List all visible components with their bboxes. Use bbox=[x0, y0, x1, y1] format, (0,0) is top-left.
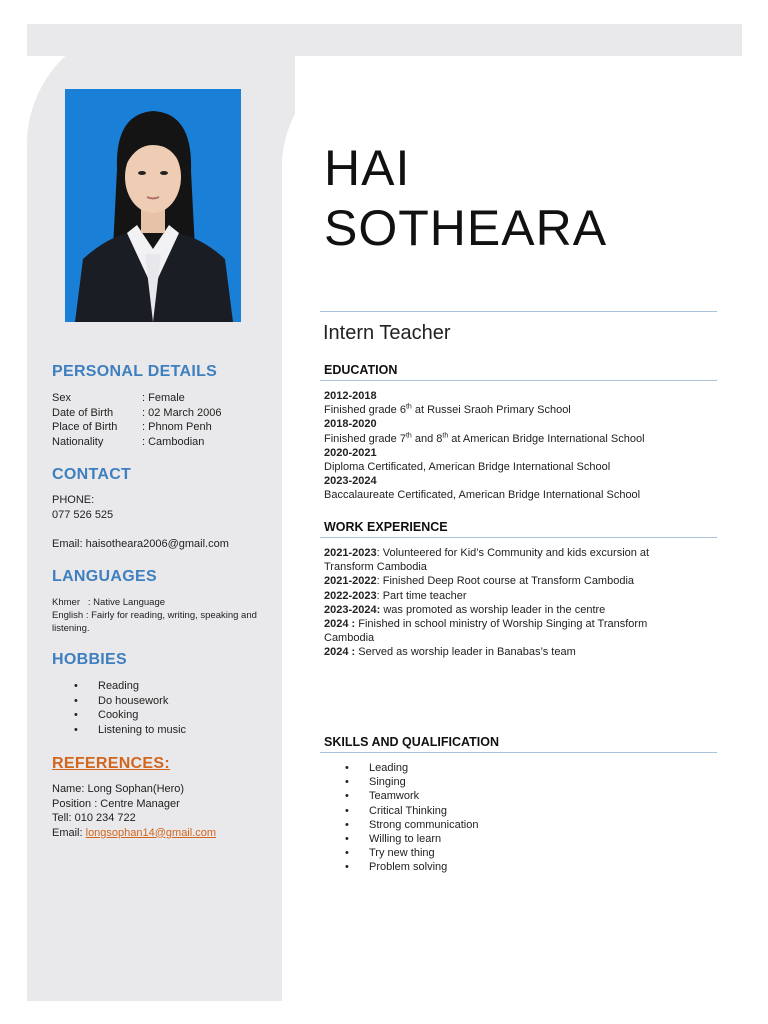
language-row bbox=[52, 596, 257, 609]
language-row bbox=[52, 609, 257, 635]
hobbies-list bbox=[74, 679, 254, 737]
education-entry bbox=[324, 474, 714, 502]
education-entry bbox=[324, 389, 714, 417]
skill-item: • Critical Thinking bbox=[345, 804, 645, 818]
work-entry bbox=[324, 645, 699, 659]
language-level: : Fairly for reading, writing, speaking and listening. bbox=[52, 610, 257, 634]
detail-key: Nationality bbox=[52, 435, 104, 448]
work-list bbox=[324, 546, 699, 660]
references-block bbox=[52, 782, 277, 840]
education-text: and 8 bbox=[411, 432, 443, 445]
work-entry bbox=[324, 546, 699, 574]
education-entry bbox=[324, 417, 714, 445]
reference-name: Name: Long Sophan(Hero) bbox=[52, 783, 185, 795]
education-text: Finished grade 7 bbox=[324, 432, 406, 445]
reference-email-row bbox=[52, 826, 277, 841]
divider bbox=[320, 537, 717, 538]
profile-photo bbox=[65, 89, 241, 322]
work-entry bbox=[324, 617, 699, 645]
reference-email-link[interactable]: longsophan14@gmail.com bbox=[85, 826, 217, 839]
divider bbox=[320, 380, 717, 381]
detail-value: : Female bbox=[142, 392, 185, 404]
education-text: Finished grade 6 bbox=[324, 404, 406, 417]
phone-number: 077 526 525 bbox=[52, 508, 114, 521]
reference-tel: Tell: 010 234 722 bbox=[52, 812, 136, 824]
hobby-item: • Cooking bbox=[74, 708, 254, 723]
personal-detail-row bbox=[52, 435, 272, 450]
education-heading: EDUCATION bbox=[324, 363, 398, 377]
superscript: th bbox=[405, 403, 412, 411]
hobby-item: • Do housework bbox=[74, 694, 254, 709]
work-experience-heading: WORK EXPERIENCE bbox=[324, 520, 448, 534]
work-years: 2024 : bbox=[324, 618, 356, 631]
education-years: 2023-2024 bbox=[324, 475, 377, 488]
name-last: SOTHEARA bbox=[324, 200, 608, 256]
skill-item: • Leading bbox=[345, 761, 645, 775]
work-years: 2022-2023 bbox=[324, 589, 377, 602]
work-text: : Volunteered for Kid’s Community and kids excursion at Transform Cambodia bbox=[324, 547, 650, 574]
education-list bbox=[324, 389, 714, 503]
hobby-item: • Listening to music bbox=[74, 723, 254, 738]
work-years: 2024 : bbox=[324, 646, 356, 659]
detail-value: : Cambodian bbox=[142, 435, 205, 448]
languages-heading: LANGUAGES bbox=[52, 568, 157, 585]
language-name: English bbox=[52, 610, 84, 621]
detail-key: Sex bbox=[52, 392, 71, 404]
work-entry bbox=[324, 574, 699, 588]
hobbies-heading: HOBBIES bbox=[52, 651, 127, 668]
skill-item: • Strong communication bbox=[345, 818, 645, 832]
education-years: 2020-2021 bbox=[324, 446, 377, 459]
education-years: 2012-2018 bbox=[324, 390, 377, 402]
personal-detail-row bbox=[52, 420, 272, 435]
work-years: 2021-2023 bbox=[324, 547, 377, 559]
contact-block bbox=[52, 493, 277, 552]
phone-label: PHONE: bbox=[52, 494, 95, 506]
skill-item: • Singing bbox=[345, 775, 645, 789]
divider bbox=[320, 311, 717, 312]
skill-item: • Try new thing bbox=[345, 846, 645, 860]
work-text: : Part time teacher bbox=[376, 589, 467, 602]
detail-key: Place of Birth bbox=[52, 421, 118, 433]
languages-list bbox=[52, 596, 257, 635]
detail-value: : Phnom Penh bbox=[142, 421, 212, 433]
work-years: 2023-2024: bbox=[324, 603, 381, 616]
references-heading: REFERENCES: bbox=[52, 755, 170, 772]
education-entry bbox=[324, 446, 714, 474]
name-first: HAI bbox=[324, 140, 411, 196]
skills-heading: SKILLS AND QUALIFICATION bbox=[324, 735, 499, 749]
reference-email-label: Email: bbox=[52, 826, 86, 839]
work-text: : Finished Deep Root course at Transform Cambodia bbox=[376, 575, 635, 588]
work-text: Finished in school ministry of Worship Singing at Transform Cambodia bbox=[324, 618, 648, 645]
superscript: th bbox=[405, 431, 412, 439]
language-name: Khmer bbox=[52, 597, 80, 608]
job-title: Intern Teacher bbox=[323, 322, 451, 344]
work-entry bbox=[324, 589, 699, 603]
education-text: at American Bridge International School bbox=[448, 432, 645, 445]
personal-detail-row bbox=[52, 406, 272, 421]
work-entry bbox=[324, 603, 699, 617]
work-years: 2021-2022 bbox=[324, 575, 377, 588]
education-years: 2018-2020 bbox=[324, 418, 377, 431]
skills-list bbox=[345, 761, 645, 875]
personal-detail-row bbox=[52, 391, 272, 406]
contact-heading: CONTACT bbox=[52, 466, 132, 483]
hobby-item: • Reading bbox=[74, 679, 254, 694]
skill-item: • Problem solving bbox=[345, 860, 645, 874]
skill-item: • Willing to learn bbox=[345, 832, 645, 846]
personal-details-list bbox=[52, 391, 272, 449]
superscript: th bbox=[442, 431, 449, 439]
reference-position: Position : Centre Manager bbox=[52, 797, 180, 810]
divider bbox=[320, 752, 717, 753]
education-text: Diploma Certificated, American Bridge International School bbox=[324, 461, 611, 474]
work-text: Served as worship leader in Banabas’s team bbox=[355, 646, 576, 659]
work-text: was promoted as worship leader in the centre bbox=[380, 603, 606, 616]
education-text: Baccalaureate Certificated, American Bridge International School bbox=[324, 489, 641, 502]
detail-key: Date of Birth bbox=[52, 406, 114, 419]
education-text: at Russei Sraoh Primary School bbox=[411, 404, 571, 417]
skill-item: • Teamwork bbox=[345, 789, 645, 803]
contact-email: Email: haisotheara2006@gmail.com bbox=[52, 538, 229, 550]
language-level: : Native Language bbox=[87, 597, 166, 608]
detail-value: : 02 March 2006 bbox=[142, 406, 222, 419]
personal-details-heading: PERSONAL DETAILS bbox=[52, 363, 218, 380]
candidate-name bbox=[324, 138, 607, 258]
